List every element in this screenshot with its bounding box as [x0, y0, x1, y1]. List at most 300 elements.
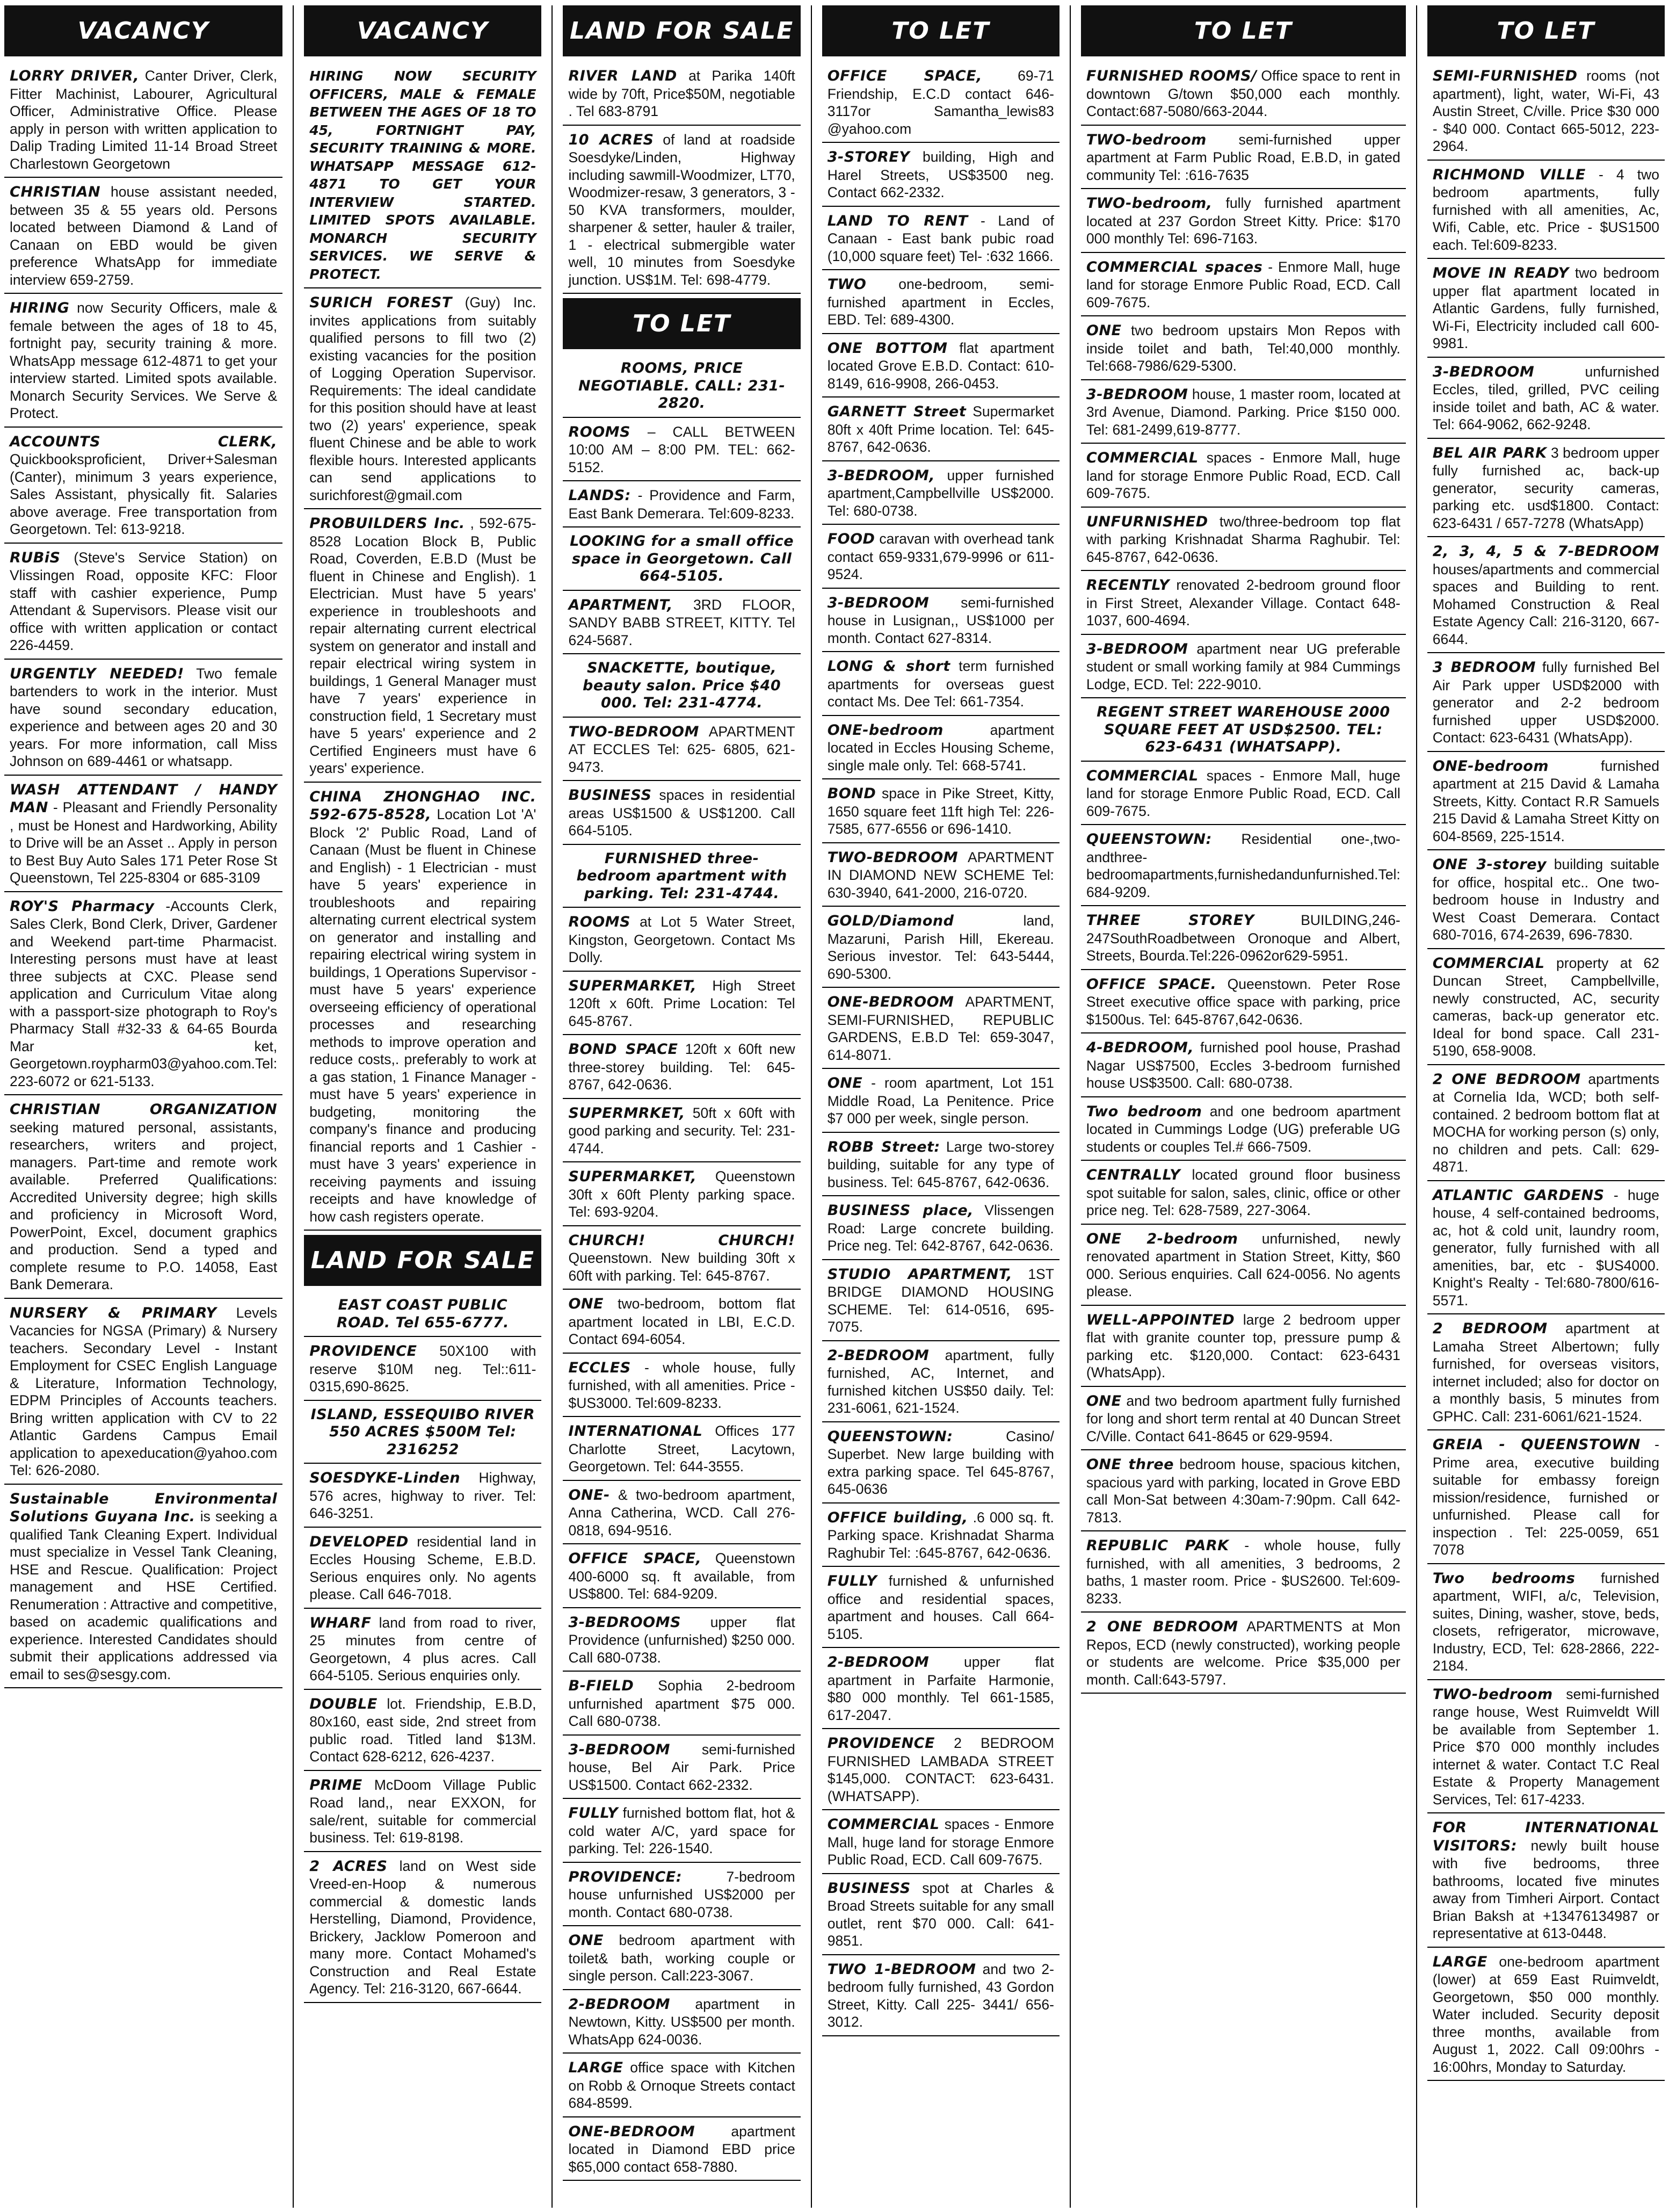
ad-body: newly built house with five bedrooms, three bathrooms, located five minutes away from Timheri Airport. Contact Brian Baksh at +13476134987 or representative at 613-0448.: [1432, 1837, 1659, 1941]
classified-ad-surich-forest: [304, 293, 541, 509]
ad-headline: URGENTLY NEEDED!: [10, 665, 184, 682]
ad-body: furnished bottom flat, hot & cold water A/C, yard space for parking. Tel: 226-1540.: [568, 1805, 795, 1856]
ad-body: 50ft x 60ft with good parking and security. Tel: 231-4744.: [568, 1104, 795, 1156]
ad-headline: FULLY: [827, 1573, 877, 1589]
ad-headline: BUSINESS: [827, 1880, 911, 1897]
ad-headline: CHURCH! CHURCH!: [568, 1232, 795, 1249]
classified-ad-2-one-bedroom: [1427, 1069, 1665, 1181]
ad-body: upper furnished apartment,Campbellville US$2000. Tel: 680-0738.: [827, 467, 1054, 519]
classified-ad-two-bedroom: [1081, 130, 1406, 190]
ad-headline: BUSINESS place,: [827, 1202, 974, 1219]
classified-ad-one-bedroom: [563, 2122, 800, 2181]
ad-headline: ONE-BEDROOM: [827, 994, 954, 1010]
ad-body: spaces in residential areas US$1500 & US$1200. Call 664-5105.: [568, 787, 795, 838]
ad-body: now Security Officers, male & female between the ages of 18 to 45, fortnight pay, security training & more. WhatsApp message 612-4871 to get your interview started. Limited spots available. Monarch Security Services. We Serve & Protect.: [10, 300, 278, 421]
classified-ad-hiring: [4, 298, 282, 428]
ad-body: - 4 two bedroom apartments, fully furnished with all amenities, Ac, Wifi, Cable, etc. Price - $US1500 each. Tel:609-8233.: [1432, 166, 1659, 253]
classified-ad-commercial: [822, 1815, 1060, 1874]
classified-ad-wash-attendant-handy-man: [4, 780, 282, 892]
classified-ad-one: [1081, 321, 1406, 380]
ad-headline: COMMERCIAL: [827, 1816, 940, 1833]
ad-headline: GOLD/Diamond: [827, 913, 954, 929]
ad-body: at Lot 5 Water Street, Kingston, Georgetown. Contact Ms Dolly.: [568, 914, 795, 965]
ad-headline: GARNETT Street: [827, 403, 967, 420]
classified-ad-two-1-bedroom: [822, 1960, 1060, 2036]
ad-headline: 3-BEDROOM: [1432, 363, 1535, 380]
ad-headline: TWO-bedroom,: [1086, 195, 1213, 212]
ad-body: of land at roadside Soesdyke/Linden, Highway including sawmill-Woodmizer, LT70, Woodmizer-resaw, 3 generators, 3 - 50 KVA transformers, moulder, sharpener & setter, hauler & trailer, 1 - electrical submergible water well, 10 minutes from Soesdyke junction. US$1M. Tel: 698-4779.: [568, 131, 795, 288]
ad-headline: ONE 3-storey: [1432, 856, 1547, 873]
ad-body: furnished pool house, Prashad Nagar US$7500, Eccles 3-bedroom furnished house US$3500. Call: 680-0738.: [1086, 1039, 1400, 1091]
ad-body: one-bedroom apartment (lower) at 659 East Ruimveldt, Georgetown, $50 000 monthly. Water included. Security deposit three months, available from August 1, 2022. Call 09:00hrs - 16:00hrs, Monday to Saturday.: [1432, 1953, 1659, 2075]
ad-body: - huge house, 4 self-contained bedrooms, ac, hot & cold unit, laundry room, generator, fully furnished with all amenities, bar, etc - $US4000. Knight's Realty - Tel:680-7800/616-5571.: [1432, 1187, 1659, 1309]
section-header-land-for-sale: LAND FOR SALE: [563, 5, 800, 56]
ad-body: at Parika 140ft wide by 70ft, Price$50M, negotiable . Tel 683-8791: [568, 68, 795, 119]
ad-headline: ONE: [568, 1932, 604, 1949]
ad-headline: FURNISHED ROOMS/: [1086, 68, 1257, 84]
ad-headline: OFFICE building,: [827, 1509, 968, 1526]
ad-body: 120ft x 60ft new three-storey building. Tel: 645-8767, 642-0636.: [568, 1041, 795, 1093]
classified-ad-urgently-needed: [4, 664, 282, 776]
ad-body: upper flat Providence (unfurnished) $250 000. Call 680-0738.: [568, 1614, 795, 1666]
ad-headline: LANDS:: [568, 487, 631, 504]
ad-body: spaces - Enmore Mall, huge land for storage Enmore Public Road, ECD. Call 609-7675.: [827, 1816, 1054, 1868]
classified-ad-christian-organization: [4, 1100, 282, 1299]
classified-ad-supermarket: [563, 976, 800, 1036]
ad-headline: GREIA - QUEENSTOWN: [1432, 1436, 1641, 1453]
classified-ad-republic-park: [1081, 1536, 1406, 1613]
section-header-to-let: TO LET: [1427, 5, 1665, 56]
classified-ad-large: [1427, 1952, 1665, 2081]
ad-body: apartment located in Diamond EBD price $65,000 contact 658-7880.: [568, 2123, 795, 2175]
classified-ad-snackette-boutique-beauty-salon-price-40: [563, 659, 800, 718]
ad-body: 50X100 with reserve $10M neg. Tel::611-0315,690-8625.: [309, 1343, 536, 1394]
classified-ad-3-bedrooms: [563, 1613, 800, 1672]
ad-body: residential land in Eccles Housing Scheme, E.B.D. Serious enquires only. No agents please. Call 646-7018.: [309, 1533, 536, 1602]
ad-body: - room apartment, Lot 151 Middle Road, La Penitence. Price $7 000 per week, single person.: [827, 1075, 1054, 1126]
classified-ad-nursery-primary: [4, 1303, 282, 1485]
ad-body: land from road to river, 25 minutes from centre of Georgetown, 4 plus acres. Call 664-5105. Serious enquiries only.: [309, 1614, 536, 1683]
classified-ad-providence: [822, 1733, 1060, 1810]
ad-headline: WELL-APPOINTED: [1086, 1311, 1235, 1328]
classified-ad-rubis: [4, 548, 282, 660]
ad-headline: CENTRALLY: [1086, 1167, 1181, 1183]
ad-body: Levels Vacancies for NGSA (Primary) & Nursery teachers. Secondary Level - Instant Employment for CSEC English Language & Literature, Information Technology, EDPM Principles of Accounts teachers. Bring written application with CV to 22 Atlantic Gardens Campus Email application to apexeducation@yahoo.com Tel: 626-2080.: [10, 1304, 278, 1478]
ad-headline: 3-STOREY: [827, 149, 910, 165]
ad-headline: BOND: [827, 785, 876, 802]
ad-body: - whole house, fully furnished, with all amenities. Price - $US3000. Tel:609-8233.: [568, 1359, 795, 1411]
classified-ad-supermrket: [563, 1103, 800, 1163]
column-4: [822, 5, 1060, 2208]
ad-headline: B-FIELD: [568, 1678, 634, 1694]
ad-body: house assistant needed, between 35 & 55 years old. Persons located between Diamond & Land of Canaan on EBD would be given preference WhatsApp for immediate interview 659-2759.: [10, 184, 278, 288]
ad-headline: ONE-: [568, 1486, 610, 1503]
ad-headline: OFFICE SPACE,: [568, 1550, 702, 1567]
classified-ad-one-bedroom: [822, 992, 1060, 1069]
ad-headline: SUPERMRKET,: [568, 1104, 685, 1122]
classified-ad-large: [563, 2058, 800, 2117]
classified-ad-commercial-spaces: [1081, 257, 1406, 317]
classified-ad-office-building: [822, 1508, 1060, 1567]
ad-headline: ISLAND, ESSEQUIBO RIVER 550 ACRES $500M Tel: 2316252: [310, 1406, 535, 1458]
classified-ad-2-acres: [304, 1856, 541, 2003]
ad-headline: COMMERCIAL: [1432, 955, 1545, 972]
classified-ad-hiring-now-security-officers-male-female: [304, 66, 541, 288]
classified-ad-for-international-visitors: [1427, 1818, 1665, 1948]
ad-headline: PROVIDENCE: [309, 1343, 417, 1360]
ad-body: apartment at Lamaha Street Albertown; fully furnished, for overseas visitors, internet included; also for doctor on a monthly basis, 5 minutes from GPHC. Call: 231-6061/621-1524.: [1432, 1320, 1660, 1425]
ad-headline: CHINA ZHONGHAO INC. 592-675-8528,: [309, 788, 536, 823]
ad-headline: APARTMENT,: [568, 596, 673, 613]
classified-ad-two-bedroom: [1081, 1102, 1406, 1161]
classified-ad-business: [822, 1878, 1060, 1955]
section-header-vacancy: VACANCY: [4, 5, 282, 56]
ad-headline: UNFURNISHED: [1086, 513, 1208, 530]
classified-ad-b-field: [563, 1676, 800, 1736]
ad-headline: ONE-bedroom: [1432, 757, 1549, 775]
classified-ad-queenstown: [822, 1427, 1060, 1503]
classified-ad-queenstown: [1081, 829, 1406, 906]
classified-ad-probuilders-inc: [304, 514, 541, 783]
ad-body: .6 000 sq. ft. Parking space. Krishnadat Sharma Raghubir Tel: :645-8767, 642-0636.: [827, 1509, 1054, 1561]
ad-body: building suitable for office, hospital etc.. One two-bedroom house in Industry and West Coast Demerara. Contact 680-7016, 674-2639, 696-7830.: [1432, 856, 1659, 943]
ad-headline: TWO-BEDROOM: [568, 723, 699, 740]
classified-ad-fully: [822, 1571, 1060, 1648]
ad-body: Residential one-,two-andthree-bedroomapartments,furnishedandunfurnished.Tel: 684-9209.: [1086, 831, 1400, 900]
ad-body: lot. Friendship, E.B.D, 80x160, east side, 2nd street from public road. Titled land $13M. Contact 628-6212, 626-4237.: [309, 1695, 536, 1765]
ad-headline: 3-BEDROOM: [1086, 386, 1188, 403]
classified-ad-gold-diamond: [822, 911, 1060, 988]
ad-body: furnished apartment, WIFI, a/c, Television, suites, Dining, washer, stove, beds, closets, refrigerator, microwave, Industry, ECD, Tel: 628-2866, 222-2184.: [1432, 1570, 1659, 1674]
classified-ad-3-storey: [822, 147, 1060, 207]
ad-body: - Prime area, executive building suitable for embassy foreign mission/residence, furnished or unfurnished. Please call for inspection . Tel: 225-0059, 651 7078: [1432, 1436, 1659, 1558]
ad-headline: ROY'S Pharmacy: [10, 898, 155, 915]
ad-body: Queenstown 30ft x 60ft Plenty parking space. Tel: 693-9204.: [568, 1168, 795, 1220]
classified-ad-well-appointed: [1081, 1310, 1406, 1387]
ad-body: office space with Kitchen on Robb & Ornoque Streets contact 684-8599.: [568, 2059, 795, 2111]
ad-headline: BEL AIR PARK: [1432, 444, 1547, 461]
classified-ad-richmond-ville: [1427, 165, 1665, 259]
ad-body: (Steve's Service Station) on Vlissingen Road, opposite KFC: Floor staff with cashier experience, Pump Attendant & Supervisors. Please visit our office with written application or contact 226-4459.: [10, 549, 278, 653]
ad-headline: ONE: [568, 1296, 604, 1312]
ad-body: Queenstown 400-6000 sq. ft available, from US$800. Tel: 684-9209.: [568, 1550, 795, 1602]
classified-ad-rooms-price-negotiable-call-231-2820: [563, 359, 800, 418]
ad-headline: Two bedroom: [1086, 1103, 1202, 1120]
classified-ad-two: [822, 274, 1060, 334]
ad-body: High Street 120ft x 60ft. Prime Location: Tel 645-8767.: [568, 977, 795, 1029]
ad-headline: SEMI-FURNISHED: [1432, 68, 1578, 84]
ad-headline: QUEENSTOWN:: [827, 1428, 953, 1445]
ad-body: and two 2-bedroom fully furnished, 43 Gordon Street, Kitty. Call 225- 3441/ 656-3012.: [827, 1961, 1054, 2030]
ad-headline: 4-BEDROOM,: [1086, 1039, 1194, 1056]
ad-body: semi-furnished house, Bel Air Park. Price US$1500. Contact 662-2332.: [568, 1741, 795, 1793]
ad-headline: 2 ACRES: [309, 1857, 388, 1875]
classified-ad-2-bedroom: [822, 1346, 1060, 1422]
classified-ad-commercial: [1081, 766, 1406, 826]
classified-ad-2-3-4-5-7-bedroom: [1427, 541, 1665, 653]
section-header-land-for-sale: LAND FOR SALE: [304, 1235, 541, 1286]
ad-body: upper flat apartment in Parfaite Harmonie, $80 000 monthly. Tel 661-1585, 617-2047.: [827, 1654, 1054, 1723]
classified-ad-studio-apartment: [822, 1264, 1060, 1341]
section-header-vacancy: VACANCY: [304, 5, 541, 56]
ad-headline: 3-BEDROOM: [827, 594, 930, 611]
ad-headline: LAND TO RENT: [827, 212, 968, 229]
ad-body: semi-furnished upper apartment at Farm Public Road, E.B.D, in gated community Tel: :616-7635: [1086, 131, 1400, 183]
ad-body: semi-furnished range house, West Ruimveldt Will be available from September 1. Price $70 000 monthly includes internet & water. Contact T.C Real Estate & Property Management Services, Tel: 617-4233.: [1432, 1686, 1659, 1808]
ad-headline: REGENT STREET WAREHOUSE 2000 SQUARE FEET AT USD$2500. TEL: 623-6431 (WHATSAPP).: [1097, 704, 1390, 755]
ad-body: 1ST BRIDGE DIAMOND HOUSING SCHEME. Tel: 614-0516, 695-7075.: [827, 1266, 1054, 1335]
ad-headline: TWO-BEDROOM: [827, 849, 959, 866]
ad-body: - whole house, fully furnished, with all amenities, 3 bedrooms, 2 baths, 1 master room. Price - $US2600. Tel:609-8233.: [1086, 1537, 1400, 1607]
ad-body: property at 62 Duncan Street, Campbellville, newly constructed, AC, security cameras, back-up generator etc. Ideal for bond space. Call 231-5190, 658-9008.: [1432, 955, 1659, 1059]
ad-body: furnished apartment at 215 David & Lamaha Streets, Kitty. Contact R.R Samuels 215 David & Lamaha Street Kitty on 604-8569, 225-1514.: [1432, 757, 1659, 844]
classified-ad-3-bedroom: [563, 1740, 800, 1799]
classified-ad-land-to-rent: [822, 211, 1060, 271]
ad-body: caravan with overhead tank contact 659-9331,679-9996 or 611-9524.: [827, 531, 1054, 582]
ad-body: flat apartment located Grove E.B.D. Contact: 610-8149, 616-9908, 266-0453.: [827, 339, 1054, 392]
ad-body: HIRING NOW SECURITY OFFICERS, MALE & FEMALE BETWEEN THE AGES OF 18 TO 45, FORTNIGHT PAY, SECURITY TRAINING & MORE. WHATSAPP MESSAGE 612-4871 TO GET YOUR INTERVIEW STARTED. LIMITED SPOTS AVAILABLE. MONARCH SECURITY SERVICES. WE SERVE & PROTECT.: [309, 68, 536, 282]
ad-body: APARTMENT IN DIAMOND NEW SCHEME Tel: 630-3940, 641-2000, 216-0720.: [827, 849, 1054, 901]
classified-ad-2-bedroom: [1427, 1319, 1665, 1430]
ad-body: McDoom Village Public Road land,, near EXXON, for sale/rent, suitable for commercial business. Tel: 619-8198.: [309, 1776, 536, 1846]
ad-body: - Land of Canaan - East bank pubic road (10,000 square feet) Tel- :632 1666.: [827, 212, 1054, 264]
ad-body: unfurnished, newly renovated apartment in Station Street, Kitty, $60 000. Serious enquiries. Call 624-0056. No agents please.: [1086, 1230, 1400, 1299]
classified-ad-accounts-clerk: [4, 432, 282, 544]
classified-ad-regent-street-warehouse-2000-square-feet: [1081, 703, 1406, 762]
ad-headline: 2, 3, 4, 5 & 7-BEDROOM: [1432, 543, 1659, 560]
ad-body: is seeking a qualified Tank Cleaning Expert. Individual must specialize in Vessel Tank Cleaning, HSE and Rescue. Qualification: Project management and HSE Certified. Renumeration : Attractive and competitive, based on academic qualifications and experience. Interested Candidates should submit their applications addressed via email to ses@sesgy.com.: [10, 1508, 278, 1682]
ad-headline: COMMERCIAL spaces: [1086, 258, 1263, 276]
ad-headline: STUDIO APARTMENT,: [827, 1266, 1013, 1283]
classified-ad-atlantic-gardens: [1427, 1185, 1665, 1315]
ad-headline: 3 BEDROOM: [1432, 659, 1536, 676]
ad-body: two-bedroom, bottom flat apartment located in LBI, E.C.D. Contact 694-6054.: [568, 1296, 795, 1347]
ad-body: apartment located in Eccles Housing Scheme, single male only. Tel: 668-5741.: [827, 721, 1054, 774]
ad-body: apartment in Newtown, Kitty. US$500 per month. WhatsApp 624-0036.: [568, 1996, 795, 2048]
ad-headline: SURICH FOREST: [309, 294, 452, 311]
classified-ad-3-bedroom: [822, 593, 1060, 653]
classified-ad-river-land: [563, 66, 800, 126]
classified-ad-providence: [563, 1867, 800, 1927]
ad-headline: ACCOUNTS CLERK,: [10, 433, 278, 450]
ad-body: 69-71 Friendship, E.C.D contact 646-3117or Samantha_lewis83 @yahoo.com: [827, 68, 1054, 137]
classified-ad-christian: [4, 182, 282, 294]
classified-ad-office-space: [822, 66, 1060, 143]
ad-headline: LARGE: [568, 2059, 623, 2076]
ad-headline: 10 ACRES: [568, 131, 654, 148]
ad-headline: 3-BEDROOM,: [827, 467, 935, 484]
ad-headline: DEVELOPED: [309, 1533, 409, 1550]
ad-body: Large two-storey building, suitable for any type of business. Tel: 645-8767, 642-0636.: [827, 1138, 1054, 1190]
column-2: [304, 5, 541, 2208]
ad-body: Vlissengen Road: Large concrete building. Price neg. Tel: 642-8767, 642-0636.: [827, 1202, 1054, 1254]
classified-ad-wharf: [304, 1613, 541, 1690]
ad-headline: 2 BEDROOM: [1432, 1320, 1548, 1337]
ad-headline: LORRY DRIVER,: [10, 68, 140, 84]
ad-headline: PROBUILDERS Inc.: [309, 515, 465, 532]
classified-ad-recently: [1081, 575, 1406, 635]
column-1: [4, 5, 282, 2208]
classified-ad-2-bedroom: [822, 1652, 1060, 1729]
ad-body: Canter Driver, Clerk, Fitter Machinist, Labourer, Agricultural Officer, Administrative Office. Please apply in person with written application to Dalip Trading Limited 11-14 Broad Street Charlestown Georgetown: [10, 68, 278, 172]
ad-headline: BOND SPACE: [568, 1041, 678, 1058]
classified-ad-3-bedroom: [1427, 362, 1665, 439]
classified-ad-fully: [563, 1803, 800, 1863]
ad-headline: LOOKING for a small office space in Georgetown. Call 664-5105.: [570, 533, 794, 584]
ad-body: spaces - Enmore Mall, huge land for storage Enmore Public Road, ECD. Call 609-7675.: [1086, 450, 1400, 501]
classified-ad-centrally: [1081, 1165, 1406, 1225]
ad-headline: PROVIDENCE: [827, 1735, 935, 1752]
ad-headline: SUPERMARKET,: [568, 1168, 697, 1185]
classified-ad-two-bedroom: [563, 722, 800, 782]
classified-ad-one-three: [1081, 1455, 1406, 1531]
ad-headline: TWO-bedroom: [1086, 131, 1207, 148]
classified-ad-eccles: [563, 1358, 800, 1418]
classified-ad-commercial: [1427, 953, 1665, 1065]
ad-headline: FOR INTERNATIONAL VISITORS:: [1432, 1819, 1659, 1854]
ad-headline: TWO-bedroom: [1432, 1686, 1553, 1703]
classified-ad-one: [1081, 1391, 1406, 1451]
ad-headline: ONE 2-bedroom: [1086, 1230, 1238, 1247]
ad-headline: ONE-bedroom: [827, 721, 944, 739]
classified-ad-3-bedroom: [822, 466, 1060, 525]
ad-headline: ONE: [827, 1075, 863, 1091]
ad-headline: OFFICE SPACE,: [827, 68, 982, 84]
ad-body: Sophia 2-bedroom unfurnished apartment $75 000. Call 680-0738.: [568, 1678, 795, 1729]
ad-headline: ONE three: [1086, 1456, 1174, 1473]
ad-headline: ONE: [1086, 322, 1122, 339]
classified-ad-roy-s-pharmacy: [4, 897, 282, 1096]
section-header-to-let: TO LET: [563, 298, 800, 349]
ad-headline: COMMERCIAL: [1086, 767, 1199, 784]
ad-body: APARTMENTS at Mon Repos, ECD (newly constructed), working people or students are welcome. Price $35,000 per month. Call:643-5797.: [1086, 1618, 1400, 1688]
ad-body: bedroom house, spacious kitchen, spacious yard with parking, located in Grove EBD call Mon-Sat between 4:30am-7:90pm. Call 642-7813.: [1086, 1456, 1400, 1526]
ad-body: - Providence and Farm, East Bank Demerara. Tel:609-8233.: [568, 487, 795, 522]
ad-headline: RICHMOND VILLE: [1432, 166, 1586, 183]
ad-headline: FURNISHED three-bedroom apartment with parking. Tel: 231-4744.: [576, 850, 787, 902]
ad-body: Queenstown. Peter Rose Street executive office space with parking, price $1500us. Tel: 645-8767,642-0636.: [1086, 975, 1400, 1028]
ad-body: fully furnished Bel Air Park upper USD$2000 with generator and 2-2 bedroom furnished upper USD$2000. Contact: 623-6431 (WhatsApp).: [1432, 659, 1659, 746]
ad-body: 2 BEDROOM FURNISHED LAMBADA STREET $145,000. CONTACT: 623-6431. (WHATSAPP).: [827, 1735, 1054, 1804]
ad-body: apartment near UG preferable student or small working family at 984 Cummings Lodge, ECD. Tel: 222-9010.: [1086, 640, 1400, 692]
ad-body: (Guy) Inc. invites applications from suitably qualified persons to fill two (2) existing vacancies for the position of Logging Operation Supervisor. Requirements: The ideal candidate for this position should have at least two (2) years' experience, speak fluent Chinese and be able to work flexible hours. Interested applicants can send applications to surichforest@gmail.com: [309, 294, 536, 503]
ad-body: two bedroom upper flat apartment located in Atlantic Gardens, fully furnished, Wi-Fi, Electricity included call 600-9981.: [1432, 265, 1659, 351]
classified-ad-east-coast-public-road-tel-655-6777: [304, 1296, 541, 1337]
ad-headline: ECCLES: [568, 1359, 631, 1376]
ad-headline: ONE: [1086, 1392, 1122, 1409]
classified-ad-prime: [304, 1775, 541, 1852]
ad-headline: RIVER LAND: [568, 68, 677, 84]
ad-body: 3 bedroom upper fully furnished ac, back-up generator, security cameras, parking etc. usd$1800. Contact: 623-6431 / 657-7278 (WhatsApp): [1432, 444, 1659, 531]
ad-headline: 3-BEDROOM: [1086, 640, 1188, 657]
ad-body: located ground floor business spot suitable for salon, sales, clinic, office or other price neg. Tel: 628-7589, 227-3064.: [1086, 1167, 1400, 1218]
classified-ad-greia-queenstown: [1427, 1435, 1665, 1564]
classified-ad-long-short: [822, 656, 1060, 716]
ad-headline: TWO 1-BEDROOM: [827, 1961, 976, 1978]
ad-headline: ONE-BEDROOM: [568, 2123, 695, 2140]
classified-ad-soesdyke-linden: [304, 1468, 541, 1528]
ad-headline: COMMERCIAL: [1086, 450, 1199, 466]
ad-headline: 3-BEDROOMS: [568, 1614, 681, 1631]
classified-ad-two-bedroom: [1427, 1685, 1665, 1814]
ad-body: house, 1 master room, located at 3rd Avenue, Diamond. Parking. Price $150 000. Tel: 681-2499,619-8777.: [1086, 386, 1400, 438]
ad-body: APARTMENT AT ECCLES Tel: 625- 6805, 621-9473.: [568, 723, 795, 775]
classified-ad-3-bedroom: [1081, 385, 1406, 444]
ad-headline: 2 ONE BEDROOM: [1432, 1071, 1581, 1088]
classified-ad-2-bedroom: [563, 1994, 800, 2054]
classified-ad-china-zhonghao-inc-592-675-8528: [304, 787, 541, 1231]
ad-headline: 2 ONE BEDROOM: [1086, 1618, 1238, 1635]
ad-headline: DOUBLE: [309, 1695, 378, 1712]
ad-body: Queenstown. New building 30ft x 60ft with parking. Tel: 645-8767.: [568, 1250, 795, 1284]
ad-headline: 3-BEDROOM: [568, 1741, 670, 1758]
ad-headline: BUSINESS: [568, 787, 652, 804]
classified-ad-robb-street: [822, 1137, 1060, 1197]
ad-body: large 2 bedroom upper flat with granite counter top, pressure pump & parking etc. $120,000. Contact: 623-6431 (WhatsApp).: [1086, 1311, 1400, 1380]
ad-headline: ROOMS, PRICE NEGOTIABLE. CALL: 231-2820.: [578, 360, 786, 411]
classified-ad-lorry-driver: [4, 66, 282, 178]
classified-ad-furnished-three-bedroom-apartment-with-p: [563, 849, 800, 908]
classified-ad-rooms: [563, 912, 800, 972]
ad-headline: THREE STOREY: [1086, 912, 1254, 929]
ad-body: one-bedroom, semi-furnished apartment in Eccles, EBD. Tel: 689-4300.: [827, 276, 1054, 328]
ad-headline: Two bedrooms: [1432, 1570, 1576, 1587]
ad-headline: SUPERMARKET,: [568, 977, 697, 994]
classified-ad-island-essequibo-river-550-acres-500m-te: [304, 1405, 541, 1464]
ad-headline: CHRISTIAN ORGANIZATION: [10, 1101, 278, 1118]
classified-ad-one: [563, 1294, 800, 1354]
classified-ad-office-space: [563, 1549, 800, 1608]
ad-headline: REPUBLIC PARK: [1086, 1537, 1229, 1554]
ad-headline: ONE BOTTOM: [827, 339, 948, 357]
ad-headline: SNACKETTE, boutique, beauty salon. Price $40 000. Tel: 231-4774.: [583, 660, 781, 711]
column-5: [1081, 5, 1406, 2208]
ad-headline: WASH ATTENDANT / HANDY MAN: [10, 781, 278, 816]
ad-headline: SOESDYKE-Linden: [309, 1470, 461, 1486]
ad-body: seeking matured personal, assistants, researchers, writers and project, managers. Part-time and remote work available. Preferred Qualifications: Accredited University degree; high skills and proficiency in Microsoft Word, PowerPoint, Excel, document graphics and production. Send a typed and complete resume to P.O. 14058, East Bank Demerara.: [10, 1119, 278, 1292]
classified-ad-one: [822, 1073, 1060, 1133]
ad-headline: ROBB Street:: [827, 1138, 940, 1155]
classified-ad-one-bedroom: [1427, 756, 1665, 851]
ad-body: , 592-675-8528 Location Block B, Public Road, Coverden, E.B.D (Must be fluent in Chinese and English). 1 Electrician. Must have 5 years' experience in troubleshoots and repair alternating current electrical system on generator and install and repair electrical wiring system in buildings, 1 General Manager must have 7 years' experience in construction field, 1 Secretary must have 5 years' experience and 2 Certified Engineers must have 6 years' experience.: [309, 515, 536, 776]
classified-ad-3-bedroom: [1427, 657, 1665, 752]
ad-headline: PROVIDENCE:: [568, 1868, 683, 1885]
ad-headline: ROOMS: [568, 423, 630, 440]
classified-ad-double: [304, 1694, 541, 1771]
ad-body: Location Lot 'A' Block '2' Public Road, Land of Canaan (Must be fluent in Chinese and English) - 1 Electrician - must have 5 years' experience in troubleshoots and repairing alternating current electrical system on generator and installing and repairing electrical wiring system in buildings, 1 Operations Supervisor - must have 5 years' experience overseeing efficiency of operational processes and researching methods to improve operation and reduce costs,. preferably to work at a gas station, 1 Finance Manager - must have 5 years' experience in budgeting, monitoring the company's finance and producing financial reports and 1 Cashier - must have 3 years' experience in receiving payments and issuing receipts and have knowledge of how cash registers operate.: [309, 806, 536, 1225]
ad-body: – CALL BETWEEN 10:00 AM – 8:00 PM. TEL: 662-5152.: [568, 423, 795, 475]
column-3: [563, 5, 800, 2208]
ad-body: term furnished apartments for overseas guest contact Ms. Dee Tel: 661-7354.: [827, 658, 1054, 710]
ad-headline: 2-BEDROOM: [827, 1654, 930, 1671]
classified-ad-bel-air-park: [1427, 443, 1665, 538]
column-6: [1427, 5, 1665, 2208]
classified-ad-one: [563, 1931, 800, 1990]
ad-headline: 2-BEDROOM: [568, 1996, 670, 2013]
ad-body: BUILDING,246-247SouthRoadbetween Oronoque and Albert, Streets, Bourda.Tel:226-0962or629-5951.: [1086, 912, 1400, 964]
classified-ad-two-bedroom: [822, 848, 1060, 907]
classified-ad-unfurnished: [1081, 512, 1406, 572]
ad-body: 7-bedroom house unfurnished US$2000 per month. Contact 680-0738.: [568, 1868, 795, 1920]
ad-headline: FULLY: [568, 1805, 619, 1821]
ad-body: semi-furnished house in Lusignan,, US$1000 per month. Contact 627-8314.: [827, 594, 1054, 646]
ad-body: apartments at Cornelia Ida, WCD; both self-contained. 2 bedroom bottom flat at MOCHA for working person (s) only, no children and pets. Call: 629-4871.: [1432, 1071, 1659, 1175]
section-header-to-let: TO LET: [822, 5, 1060, 56]
ad-body: 3RD FLOOR, SANDY BABB STREET, KITTY. Tel 624-5687.: [568, 596, 795, 648]
classified-ad-3-bedroom: [1081, 639, 1406, 699]
ad-headline: Sustainable Environmental Solutions Guyana Inc.: [10, 1490, 278, 1525]
ad-body: houses/apartments and commercial spaces and Building to rent. Mohamed Construction & Real Estate Agency Call: 216-3120, 667-6644.: [1432, 561, 1659, 647]
